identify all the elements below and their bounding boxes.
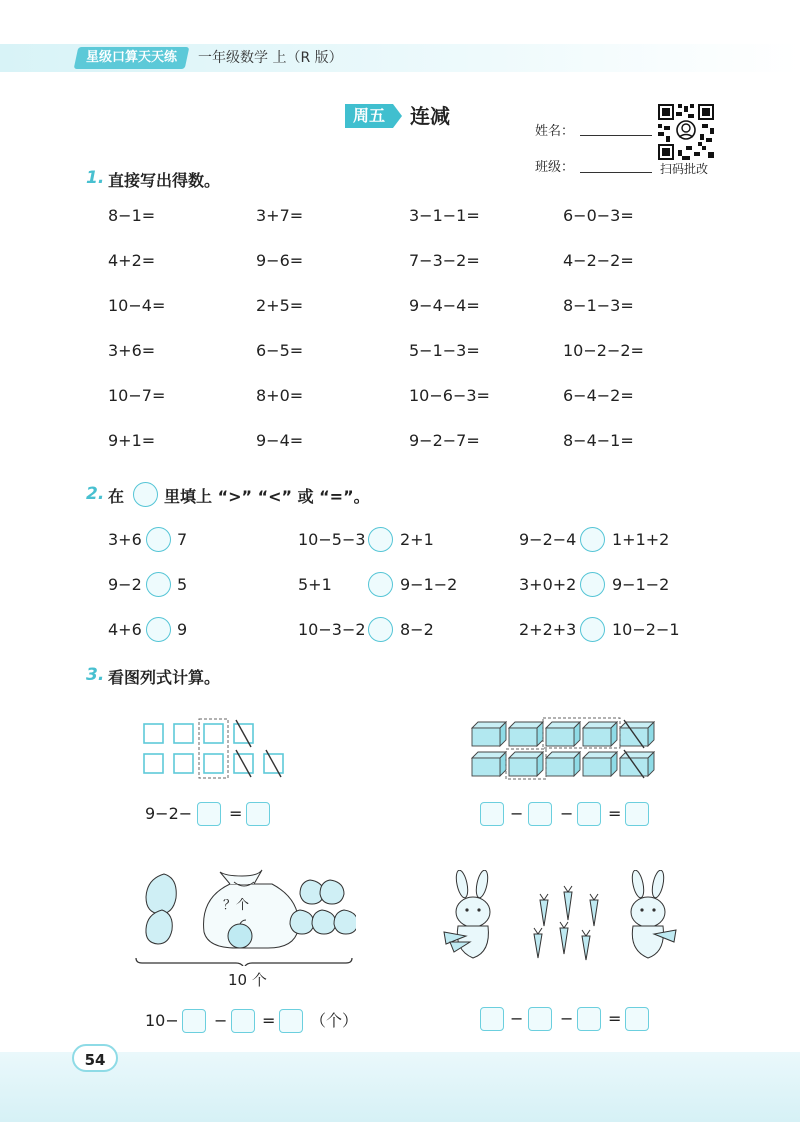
expression-r2-c3: 7−3−2= [409,251,480,270]
expression-r3-c2: 2+5= [256,296,304,315]
section1-title: 直接写出得数。 [108,171,221,190]
compare-right-r3-c2: 8−2 [400,620,434,639]
p3-unit: （个） [310,1011,359,1030]
section2-number: 2. [86,484,105,504]
p1-answer-box-1[interactable] [197,802,221,826]
section2-title-pre: 在 [108,487,125,506]
footer-band [0,1052,800,1122]
qr-code-icon[interactable] [658,104,714,160]
compare-circle-r2-c3[interactable] [580,572,605,597]
expression-r1-c1: 8−1= [108,206,156,225]
expression-r1-c2: 3+7= [256,206,304,225]
compare-right-r1-c3: 1+1+2 [612,530,670,549]
scan-label: 扫码批改 [660,162,709,176]
compare-left-r3-c1: 4+6 [108,620,142,639]
expression-r1-c4: 6−0−3= [563,206,634,225]
section1-number: 1. [86,168,105,188]
p3-total-label: 10 个 [228,971,267,989]
p2-op-2: − [560,804,574,823]
p2-answer-box-3[interactable] [577,802,601,826]
compare-circle-r2-c1[interactable] [146,572,171,597]
compare-right-r1-c2: 2+1 [400,530,434,549]
cuboids-picture [468,716,658,782]
section3-number: 3. [86,665,105,685]
compare-right-r2-c2: 9−1−2 [400,575,458,594]
expression-r6-c4: 8−4−1= [563,431,634,450]
expression-r3-c3: 9−4−4= [409,296,480,315]
expression-r3-c1: 10−4= [108,296,166,315]
compare-left-r2-c2: 5+1 [298,575,332,594]
expression-r2-c4: 4−2−2= [563,251,634,270]
book-title: 一年级数学 上（R 版） [198,50,343,66]
p3-op-2: = [262,1011,276,1030]
section2-title-post: 里填上 “>” “<” 或 “=”。 [164,487,370,506]
compare-left-r2-c3: 3+0+2 [519,575,577,594]
expression-r4-c2: 6−5= [256,341,304,360]
expression-r5-c3: 10−6−3= [409,386,490,405]
series-tag: 星级口算天天练 [74,47,190,69]
compare-circle-r3-c2[interactable] [368,617,393,642]
expression-r4-c4: 10−2−2= [563,341,644,360]
example-compare-circle [133,482,158,507]
p3-prefix: 10− [145,1011,179,1030]
compare-circle-r3-c3[interactable] [580,617,605,642]
expression-r5-c1: 10−7= [108,386,166,405]
day-tag-arrow [393,104,402,128]
compare-left-r1-c2: 10−5−3 [298,530,366,549]
compare-right-r2-c3: 9−1−2 [612,575,670,594]
expression-r6-c3: 9−2−7= [409,431,480,450]
compare-circle-r1-c1[interactable] [146,527,171,552]
compare-circle-r1-c2[interactable] [368,527,393,552]
compare-circle-r1-c3[interactable] [580,527,605,552]
p4-op-1: − [510,1009,524,1028]
class-field[interactable] [580,172,652,173]
compare-left-r1-c3: 9−2−4 [519,530,577,549]
p1-equals: = [229,804,243,823]
compare-left-r3-c3: 2+2+3 [519,620,577,639]
p4-answer-box-1[interactable] [480,1007,504,1031]
expression-r6-c2: 9−4= [256,431,304,450]
compare-left-r3-c2: 10−3−2 [298,620,366,639]
expression-r2-c1: 4+2= [108,251,156,270]
compare-right-r1-c1: 7 [177,530,188,549]
p3-answer-box-3[interactable] [279,1009,303,1033]
p3-question-label: ？个 [223,898,250,913]
p2-answer-box-4[interactable] [625,802,649,826]
p3-answer-box-2[interactable] [231,1009,255,1033]
class-label: 班级： [535,160,575,175]
p4-op-2: − [560,1009,574,1028]
lesson-title: 连减 [410,104,450,128]
compare-left-r2-c1: 9−2 [108,575,142,594]
day-tag: 周五 [345,104,393,128]
p1-prefix: 9−2− [145,804,193,823]
p2-op-3: = [608,804,622,823]
compare-right-r2-c1: 5 [177,575,188,594]
name-field[interactable] [580,135,652,136]
p3-op-1: − [214,1011,228,1030]
compare-right-r3-c3: 10−2−1 [612,620,680,639]
expression-r4-c1: 3+6= [108,341,156,360]
page-number: 54 [72,1044,118,1072]
expression-r5-c4: 6−4−2= [563,386,634,405]
rabbits-carrots-picture [440,870,680,970]
compare-circle-r2-c2[interactable] [368,572,393,597]
p4-answer-box-2[interactable] [528,1007,552,1031]
compare-right-r3-c1: 9 [177,620,188,639]
expression-r1-c3: 3−1−1= [409,206,480,225]
p2-answer-box-1[interactable] [480,802,504,826]
expression-r6-c1: 9+1= [108,431,156,450]
p4-answer-box-4[interactable] [625,1007,649,1031]
compare-left-r1-c1: 3+6 [108,530,142,549]
expression-r2-c2: 9−6= [256,251,304,270]
name-label: 姓名： [535,124,575,139]
p2-op-1: − [510,804,524,823]
p2-answer-box-2[interactable] [528,802,552,826]
p4-answer-box-3[interactable] [577,1007,601,1031]
expression-r5-c2: 8+0= [256,386,304,405]
compare-circle-r3-c1[interactable] [146,617,171,642]
p1-answer-box-2[interactable] [246,802,270,826]
p3-answer-box-1[interactable] [182,1009,206,1033]
section3-title: 看图列式计算。 [108,668,221,687]
squares-picture [140,718,290,782]
expression-r4-c3: 5−1−3= [409,341,480,360]
expression-r3-c4: 8−1−3= [563,296,634,315]
p4-op-3: = [608,1009,622,1028]
